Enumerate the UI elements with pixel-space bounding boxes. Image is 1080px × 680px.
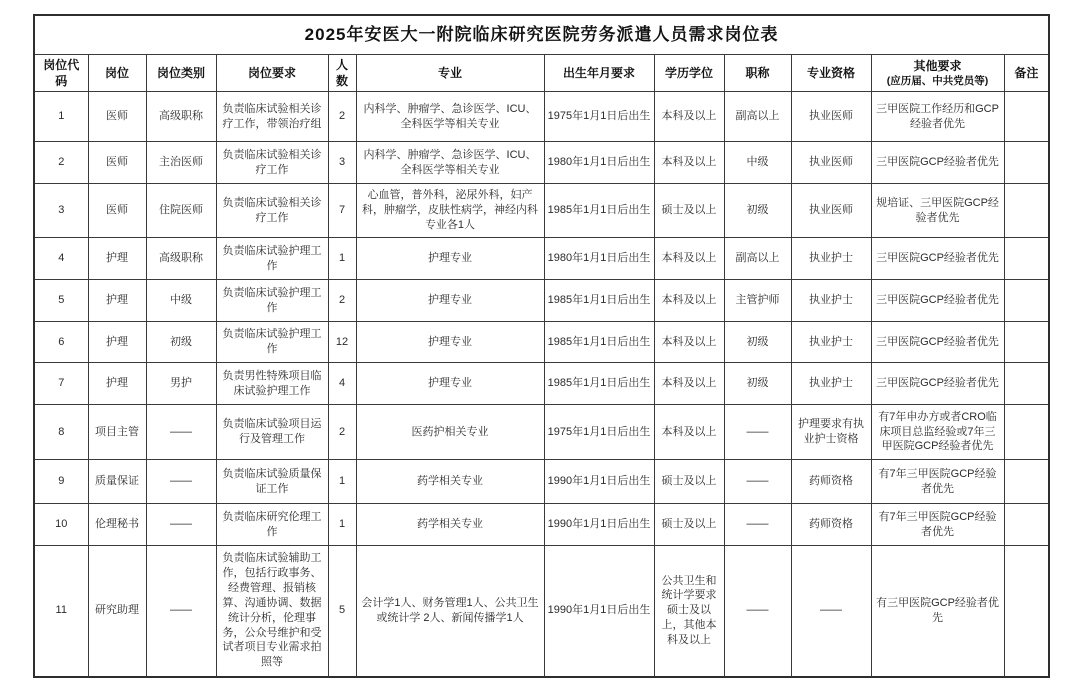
table-cell [1004,363,1049,405]
table-cell: 1990年1月1日后出生 [544,460,654,504]
table-cell: 本科及以上 [654,363,724,405]
table-cell: 执业医师 [791,142,871,184]
table-cell: 规培证、三甲医院GCP经验者优先 [871,184,1004,238]
table-cell [1004,142,1049,184]
table-cell: —— [724,405,791,460]
table-cell: 护理 [88,280,146,322]
table-cell: 药学相关专业 [356,504,544,546]
table-cell: 护理 [88,363,146,405]
table-cell: 执业护士 [791,363,871,405]
table-cell: 7 [34,363,88,405]
table-row [34,238,1049,280]
table-cell: 10 [34,504,88,546]
table-cell: 内科学、肿瘤学、急诊医学、ICU、全科医学等相关专业 [356,92,544,142]
column-header [88,55,146,92]
column-header [216,55,328,92]
table-cell: 6 [34,322,88,363]
table-cell: 副高以上 [724,238,791,280]
table-cell: 护理 [88,238,146,280]
table-cell: 5 [328,546,356,677]
table-cell: 负责临床试验护理工作 [216,238,328,280]
column-header [146,55,216,92]
table-cell: 三甲医院GCP经验者优先 [871,142,1004,184]
table-cell: 伦理秘书 [88,504,146,546]
table-row [34,460,1049,504]
table-cell: —— [724,546,791,677]
table-cell: 1975年1月1日后出生 [544,405,654,460]
column-header [34,55,88,92]
table-cell: 医药护相关专业 [356,405,544,460]
table-cell: 1975年1月1日后出生 [544,92,654,142]
table-cell: 质量保证 [88,460,146,504]
table-cell: 负责临床试验质量保证工作 [216,460,328,504]
column-header [356,55,544,92]
table-cell: 4 [34,238,88,280]
table-cell [1004,546,1049,677]
title-row [34,15,1049,55]
table-cell: 4 [328,363,356,405]
table-cell: 三甲医院GCP经验者优先 [871,238,1004,280]
column-header-label: 学历学位 [664,65,713,80]
table-cell: 三甲医院GCP经验者优先 [871,280,1004,322]
table-cell: 三甲医院GCP经验者优先 [871,322,1004,363]
table-cell: 公共卫生和统计学要求硕士及以上，其他本科及以上 [654,546,724,677]
table-row [34,504,1049,546]
table-cell: 3 [34,184,88,238]
table-cell: 1 [328,504,356,546]
table-cell: 1985年1月1日后出生 [544,280,654,322]
table-row [34,322,1049,363]
table-cell: 1985年1月1日后出生 [544,184,654,238]
table-cell: 1985年1月1日后出生 [544,322,654,363]
table-cell: 5 [34,280,88,322]
table-cell: 1985年1月1日后出生 [544,363,654,405]
column-header-label: 备注 [1014,65,1039,80]
table-cell: 护理专业 [356,363,544,405]
table-cell: 本科及以上 [654,405,724,460]
column-header-label: 出生年月要求 [562,65,635,80]
column-header [724,55,791,92]
table-cell: 三甲医院工作经历和GCP经验者优先 [871,92,1004,142]
column-header [1004,55,1049,92]
table-cell: 主治医师 [146,142,216,184]
table-cell: 执业护士 [791,238,871,280]
table-cell: 药学相关专业 [356,460,544,504]
table-cell: 负责临床试验相关诊疗工作 [216,142,328,184]
table-cell: 7 [328,184,356,238]
table-cell: 护理专业 [356,238,544,280]
table-cell: 本科及以上 [654,280,724,322]
table-cell: 有7年三甲医院GCP经验者优先 [871,460,1004,504]
table-cell: —— [146,504,216,546]
table-cell: 硕士及以上 [654,184,724,238]
column-header-label: 专业资格 [806,65,855,80]
table-cell: 负责临床试验辅助工作，包括行政事务、经费管理、报销核算、沟通协调、数据统计分析，伦理事务，公众号维护和受试者项目专业需求拍照等 [216,546,328,677]
table-cell: 负责男性特殊项目临床试验护理工作 [216,363,328,405]
column-header-label: 岗位类别 [156,65,205,80]
table-cell [1004,238,1049,280]
table-cell: 初级 [724,322,791,363]
table-cell: 中级 [146,280,216,322]
table-cell: 会计学1人、财务管理1人、公共卫生或统计学 2人、新闻传播学1人 [356,546,544,677]
table-cell: 副高以上 [724,92,791,142]
table-cell: —— [146,460,216,504]
table-cell: 负责临床试验相关诊疗工作，带领治疗组 [216,92,328,142]
column-header [654,55,724,92]
column-header [328,55,356,92]
column-header-label: 其他要求 [913,59,962,74]
column-header-label: 职称 [745,65,770,80]
table-cell: 有7年申办方或者CRO临床项目总监经验或7年三甲医院GCP经验者优先 [871,405,1004,460]
table-cell: 1980年1月1日后出生 [544,238,654,280]
table-cell: 心血管，普外科，泌尿外科，妇产科，肿瘤学，皮肤性病学，神经内科专业各1人 [356,184,544,238]
column-header-label: 专业 [437,65,462,80]
table-cell: 1 [328,238,356,280]
table-cell: 医师 [88,184,146,238]
table-cell [1004,184,1049,238]
table-cell: 男护 [146,363,216,405]
table-cell: 负责临床试验相关诊疗工作 [216,184,328,238]
column-header [544,55,654,92]
table-cell: 高级职称 [146,92,216,142]
table-cell: —— [724,504,791,546]
table-cell: 初级 [724,363,791,405]
table-cell [1004,405,1049,460]
table-cell: 2 [34,142,88,184]
table-body [34,92,1049,677]
table-cell: 内科学、肿瘤学、急诊医学、ICU、全科医学等相关专业 [356,142,544,184]
table-cell: 执业护士 [791,280,871,322]
table-cell: 主管护师 [724,280,791,322]
table-cell: 本科及以上 [654,142,724,184]
table-cell: 负责临床试验护理工作 [216,280,328,322]
table-cell: 住院医师 [146,184,216,238]
table-cell: —— [791,546,871,677]
table-cell: 12 [328,322,356,363]
table-cell: 8 [34,405,88,460]
table-row [34,184,1049,238]
table-cell: 1990年1月1日后出生 [544,546,654,677]
table-cell: 执业医师 [791,184,871,238]
column-header [871,55,1004,92]
table-cell: 初级 [146,322,216,363]
table-cell: —— [146,546,216,677]
column-header [791,55,871,92]
table-cell [1004,460,1049,504]
table-cell: 三甲医院GCP经验者优先 [871,363,1004,405]
table-row [34,546,1049,677]
table-cell: 11 [34,546,88,677]
table-cell: 医师 [88,142,146,184]
table-cell [1004,504,1049,546]
column-header-label: 岗位要求 [247,65,296,80]
table-cell: 研究助理 [88,546,146,677]
table-cell: 护理专业 [356,280,544,322]
table-cell: 2 [328,280,356,322]
column-header-label: 岗位代码 [43,57,80,88]
header-row [34,55,1049,92]
table-cell [1004,92,1049,142]
table-cell: 2 [328,92,356,142]
table-cell [1004,322,1049,363]
table-cell: 9 [34,460,88,504]
table-cell: 高级职称 [146,238,216,280]
table-row [34,405,1049,460]
table-cell: 1990年1月1日后出生 [544,504,654,546]
column-header-label: 人数 [335,57,348,88]
table-cell: 执业医师 [791,92,871,142]
table-cell: 医师 [88,92,146,142]
table-cell: 有7年三甲医院GCP经验者优先 [871,504,1004,546]
table-cell: 硕士及以上 [654,460,724,504]
table-cell: 药师资格 [791,504,871,546]
table-cell: 初级 [724,184,791,238]
table-cell: 1980年1月1日后出生 [544,142,654,184]
table-cell: 本科及以上 [654,322,724,363]
table-cell: 有三甲医院GCP经验者优先 [871,546,1004,677]
table-title: 2025年安医大一附院临床研究医院劳务派遣人员需求岗位表 [34,15,1049,55]
table-cell: 药师资格 [791,460,871,504]
table-cell: 1 [34,92,88,142]
table-cell: 负责临床试验护理工作 [216,322,328,363]
table-cell: 护理专业 [356,322,544,363]
table-row [34,280,1049,322]
table-cell: 1 [328,460,356,504]
table-cell: —— [146,405,216,460]
table-cell: 护理 [88,322,146,363]
table-row [34,363,1049,405]
table-cell [1004,280,1049,322]
positions-table [33,14,1050,678]
table-cell: —— [724,460,791,504]
table-cell: 负责临床研究伦理工作 [216,504,328,546]
column-header-subline: (应历届、中共党员等) [886,74,989,87]
column-header-label: 岗位 [104,65,129,80]
table-row [34,142,1049,184]
table-cell: 中级 [724,142,791,184]
table-cell: 本科及以上 [654,92,724,142]
table-cell: 3 [328,142,356,184]
table-cell: 负责临床试验项目运行及管理工作 [216,405,328,460]
table-cell: 项目主管 [88,405,146,460]
table-cell: 护理要求有执业护士资格 [791,405,871,460]
table-cell: 执业护士 [791,322,871,363]
table-cell: 本科及以上 [654,238,724,280]
table-cell: 2 [328,405,356,460]
table-cell: 硕士及以上 [654,504,724,546]
table-row [34,92,1049,142]
